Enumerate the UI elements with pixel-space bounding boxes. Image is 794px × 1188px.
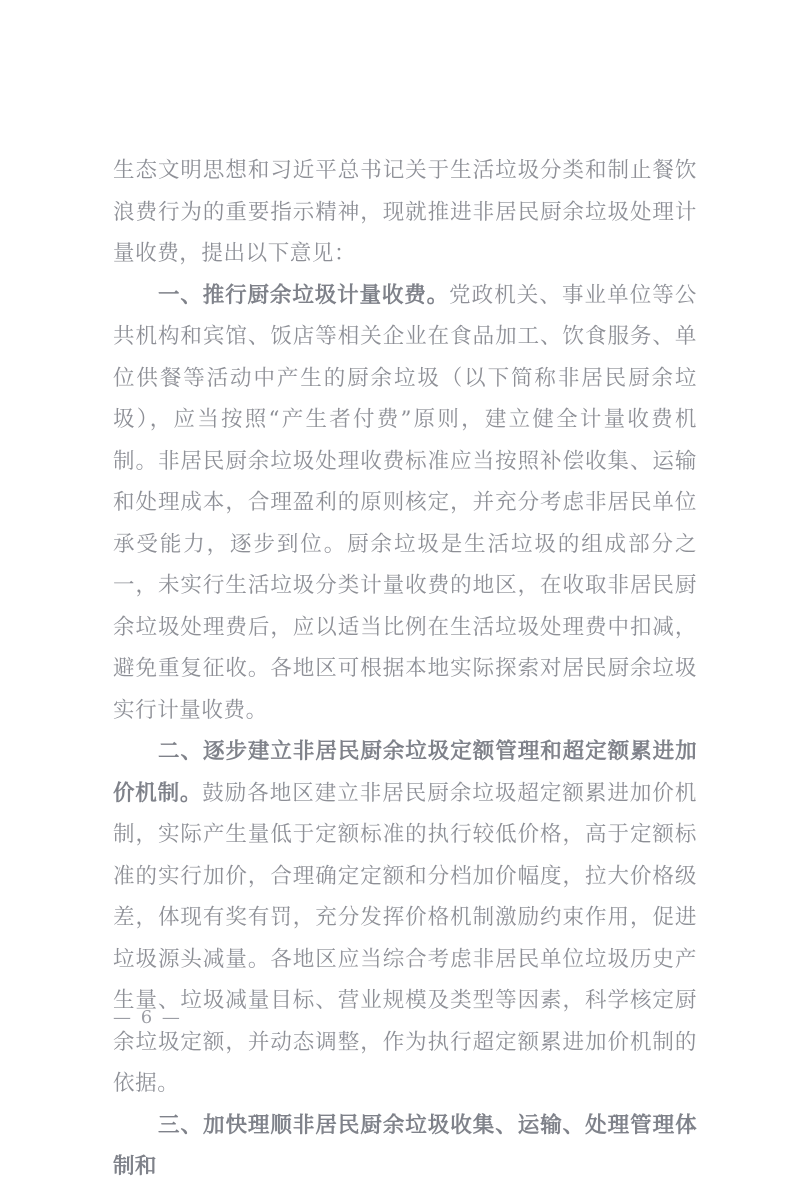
document-body [113,150,697,1188]
section-heading-three: 三、加快理顺非居民厨余垃圾收集、运输、处理管理体制和 [113,1112,697,1179]
paragraph-text: 生态文明思想和习近平总书记关于生活垃圾分类和制止餐饮浪费行为的重要指示精神，现就推进非居民厨余垃圾处理计量收费，提出以下意见： [113,158,697,266]
paragraph-section-one [113,275,697,732]
paragraph-section-two [113,731,697,1105]
paragraph-section-three [113,1105,697,1188]
paragraph-text: 党政机关、事业单位等公共机构和宾馆、饭店等相关企业在食品加工、饮食服务、单位供餐等活动中产生的厨余垃圾（以下简称非居民厨余垃圾），应当按照“产生者付费”原则，建立健全计量收费机制。非居民厨余垃圾处理收费标准应当按照补偿收集、运输和处理成本，合理盈利的原则核定，并充分考虑非居民单位承受能力，逐步到位。厨余垃圾是生活垃圾的组成部分之一，未实行生活垃圾分类计量收费的地区，在收取非居民厨余垃圾处理费后，应以适当比例在生活垃圾处理费中扣减，避免重复征收。各地区可根据本地实际探索对居民厨余垃圾实行计量收费。 [113,282,697,723]
page-number-footer: — 6 — [113,1007,182,1028]
paragraph-intro-continuation [113,150,697,275]
section-heading-one: 一、推行厨余垃圾计量收费。 [158,282,450,308]
section-heading-two: 二、逐步建立非居民厨余垃圾定额管理和超定额累进加价机制。 [113,739,697,806]
paragraph-text: 鼓励各地区建立非居民厨余垃圾超定额累进加价机制，实际产生量低于定额标准的执行较低价格，高于定额标准的实行加价，合理确定定额和分档加价幅度，拉大价格级差，体现有奖有罚，充分发挥价格机制激励约束作用，促进垃圾源头减量。各地区应当综合考虑非居民单位垃圾历史产生量、垃圾减量目标、营业规模及类型等因素，科学核定厨余垃圾定额，并动态调整，作为执行超定额累进加价机制的依据。 [113,780,697,1096]
